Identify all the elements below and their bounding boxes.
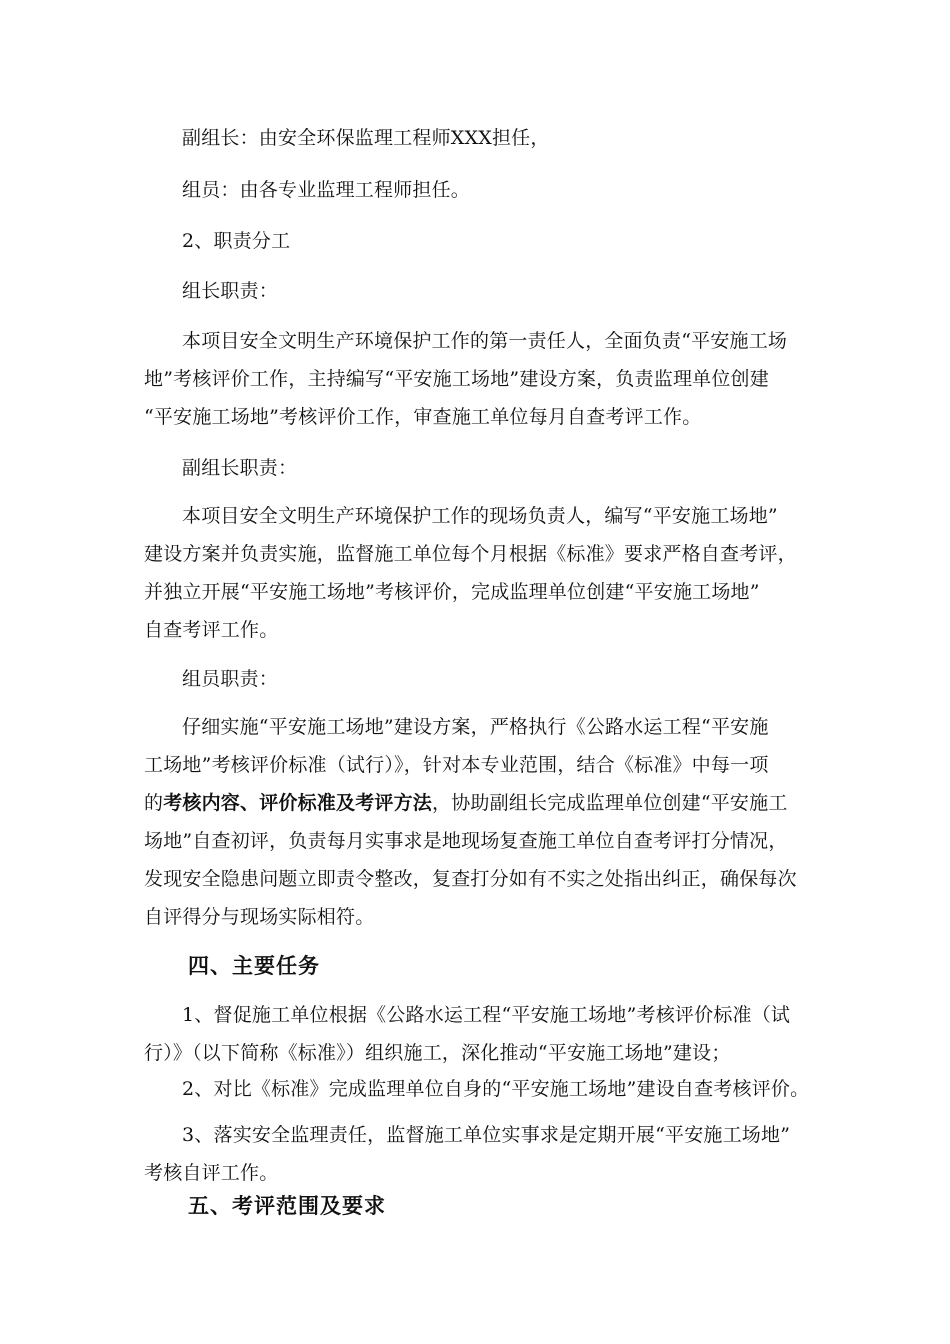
section-2-title: 2、职责分工 [182,230,291,252]
member-duty-paragraph: 仔细实施“平安施工场地”建设方案，严格执行《公路水运工程“平安施 工场地”考核评价标准（试行）》，针对本专业范围，结合《标准》中每一项 的考核内容、评价标准及考评方法，协助副组长完成监理单位创建“平安施工 场地”自查初评，负责每月实事求是地现场复查施工单位自查考评打分情况， 发现安全隐患问题立即责令整改，复查打分如有不实之处指出纠正，确保每次 自评得分与现场实际相符。 [144,708,814,936]
heading-evaluation-scope: 五、考评范围及要求 [188,1193,386,1218]
paragraph-vice-leader: 副组长：由安全环保监理工程师XXX担任， [182,127,550,149]
task-3-paragraph: 3、落实安全监理责任，监督施工单位实事求是定期开展“平安施工场地” 考核自评工作。 [144,1124,791,1184]
leader-duty-paragraph: 本项目安全文明生产环境保护工作的第一责任人，全面负责“平安施工场 地”考核评价工作，主持编写“平安施工场地”建设方案，负责监理单位创建 “平安施工场地”考核评价工作，审查施工单位每月自查考评工作。 [144,330,788,428]
task-1-paragraph: 1、督促施工单位根据《公路水运工程“平安施工场地”考核评价标准（试 行）》（以下简称《标准》）组织施工，深化推动“平安施工场地”建设； [144,1004,791,1064]
vice-duty-paragraph: 本项目安全文明生产环境保护工作的现场负责人，编写“平安施工场地” 建设方案并负责实施，监督施工单位每个月根据《标准》要求严格自查考评， 并独立开展“平安施工场地”考核评价，完成监理单位创建“平安施工场地” 自查考评工作。 [144,505,797,641]
leader-duty-label: 组长职责： [182,280,279,302]
member-duty-line-3: 的考核内容、评价标准及考评方法，协助副组长完成监理单位创建“平安施工 [144,792,788,814]
bold-emphasis: 考核内容、评价标准及考评方法 [163,792,433,814]
heading-main-tasks: 四、主要任务 [188,953,320,978]
member-duty-label: 组员职责： [182,668,279,690]
task-2-paragraph: 2、对比《标准》完成监理单位自身的“平安施工场地”建设自查考核评价。 [182,1078,810,1100]
vice-duty-label: 副组长职责： [182,457,298,479]
paragraph-members: 组员：由各专业监理工程师担任。 [182,179,471,201]
